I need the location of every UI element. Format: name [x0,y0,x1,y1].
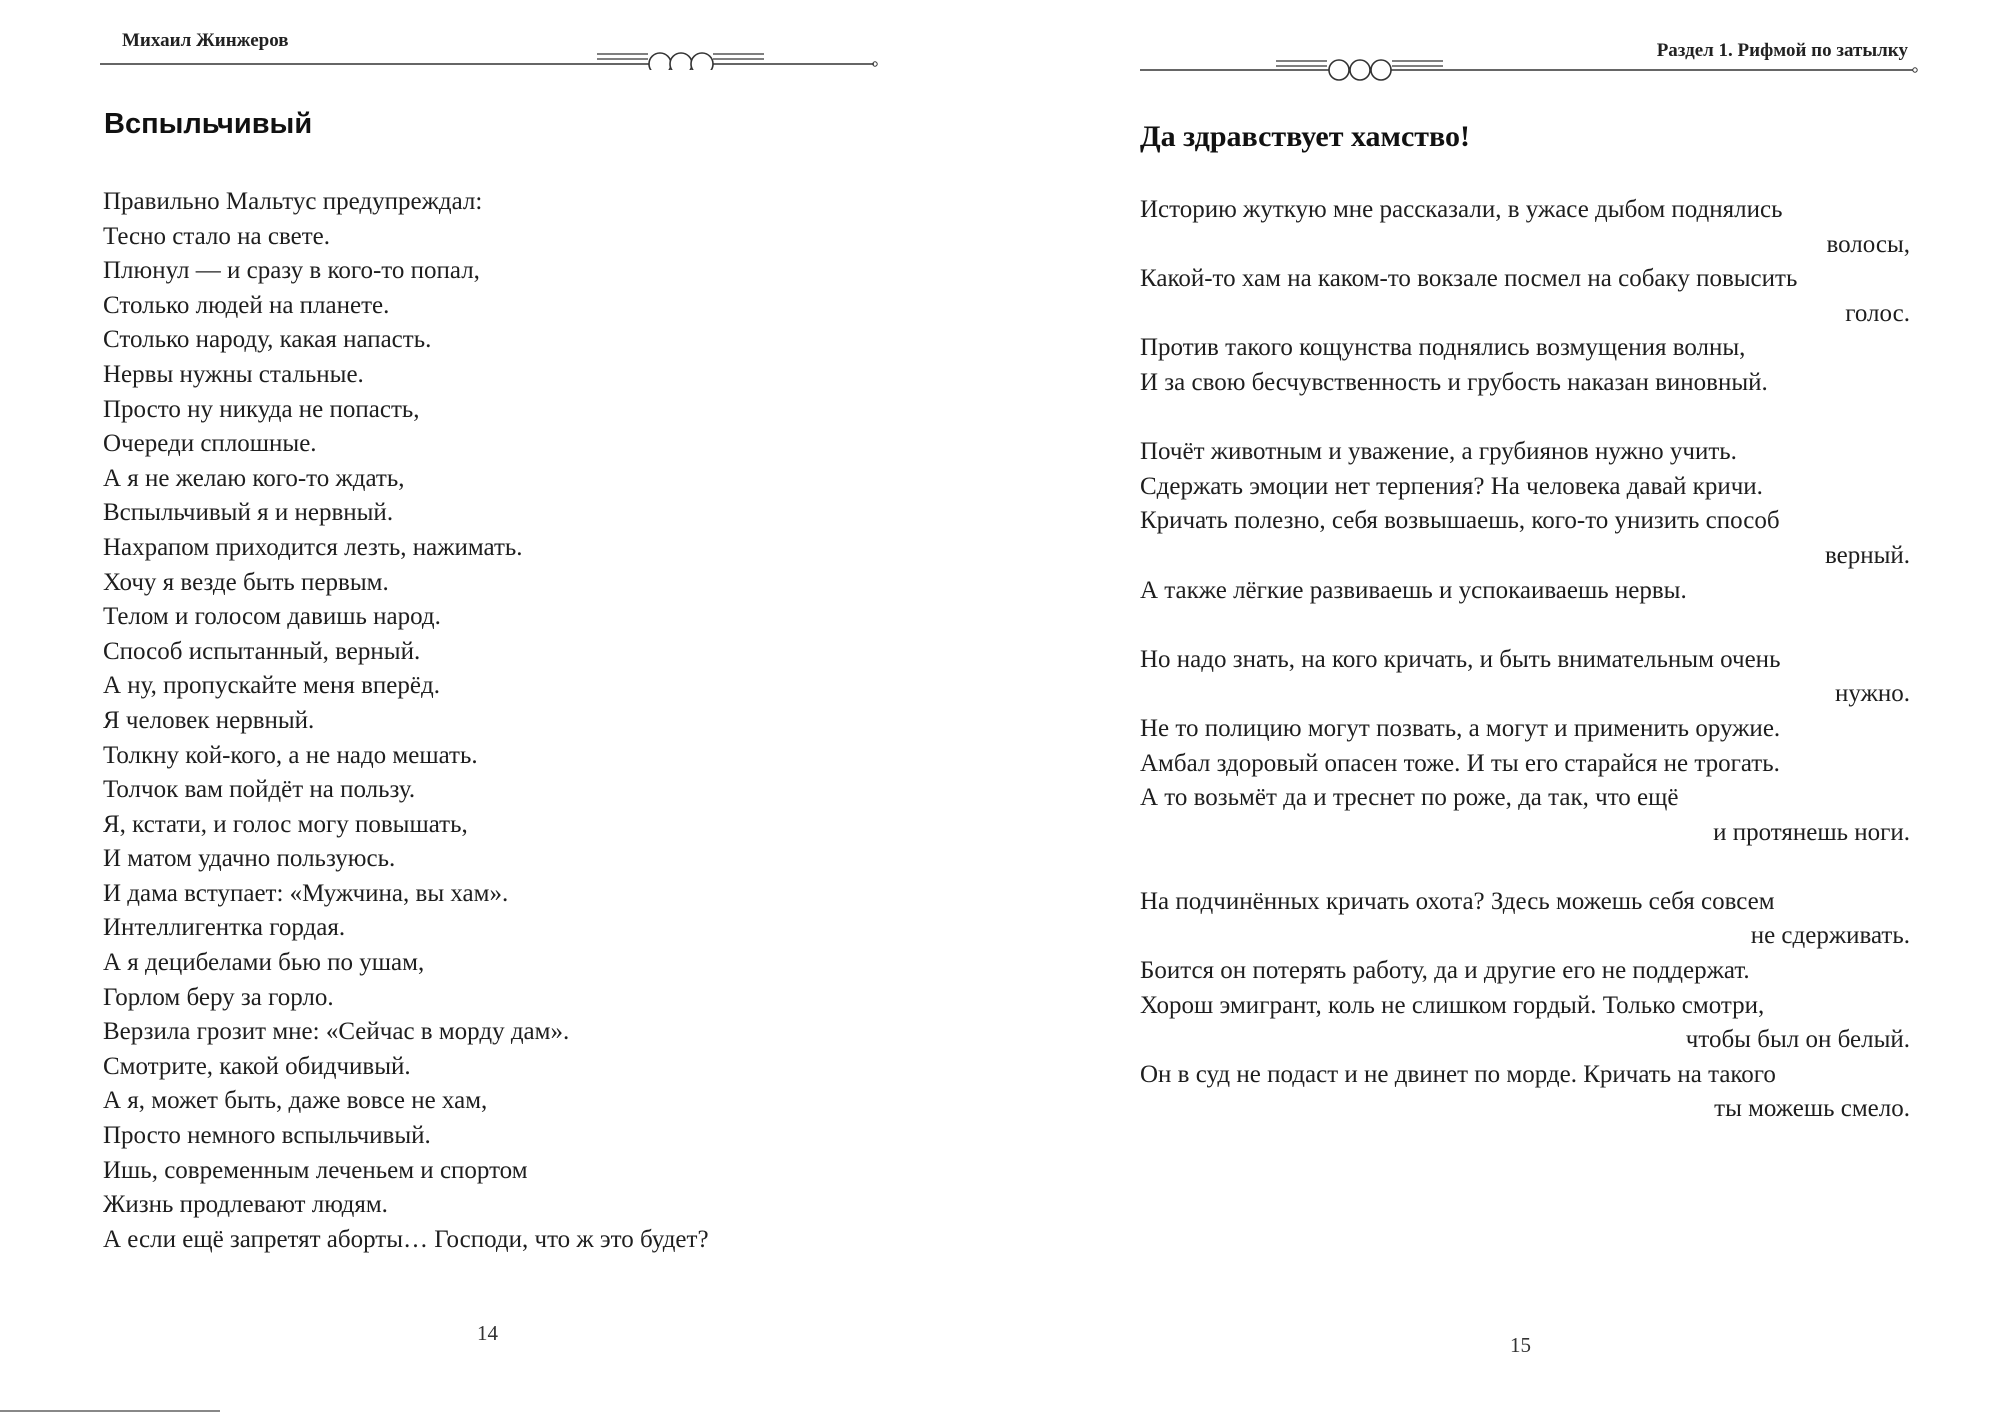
poem-line: И матом удачно пользуюсь. [103,845,396,873]
poem-line: Интеллигентка гордая. [103,914,346,942]
poem-line: Нервы нужны стальные. [103,360,364,388]
poem-line: Нахрапом приходится лезть, нажимать. [103,533,523,561]
poem-line-continuation: нужно. [1835,680,1910,708]
poem-line: А то возьмёт да и треснет по роже, да так, что ещё [1140,784,1679,812]
poem-line: Боится он потерять работу, да и другие его не поддержат. [1140,957,1750,985]
poem-line: Просто ну никуда не попасть, [103,395,420,423]
poem-line: Амбал здоровый опасен тоже. И ты его старайся не трогать. [1140,749,1780,777]
poem-line: Горлом беру за горло. [103,983,334,1011]
poem-line-continuation: ты можешь смело. [1714,1095,1910,1123]
poem-title: Да здравствует хамство! [1140,120,1471,153]
poem-line: А я децибелами бью по ушам, [103,949,425,977]
poem-line: И дама вступает: «Мужчина, вы хам». [103,879,509,907]
poem-line-continuation: не сдерживать. [1750,922,1910,950]
poem-line-continuation: голос. [1845,299,1910,327]
poem-line: Не то полицию могут позвать, а могут и применить оружие. [1140,714,1781,742]
poem-line: А я не желаю кого-то ждать, [103,464,405,492]
header-ornament-rule [1140,58,1920,82]
poem-line: Ишь, современным леченьем и спортом [103,1156,528,1184]
poem-line-continuation: верный. [1824,541,1910,569]
poem-line-continuation: чтобы был он белый. [1685,1026,1910,1054]
poem-line: Какой-то хам на каком-то вокзале посмел на собаку повысить [1140,265,1798,293]
poem-line: Хорош эмигрант, коль не слишком гордый. Только смотри, [1140,991,1765,1019]
poem-line: Я человек нервный. [103,706,315,734]
poem-line: Верзила грозит мне: «Сейчас в морду дам». [103,1018,570,1046]
stanza [1140,193,1910,401]
poem-line: А также лёгкие развиваешь и успокаиваешь нервы. [1140,576,1687,604]
poem-line: Почёт животным и уважение, а грубиянов нужно учить. [1140,438,1737,466]
running-head-author: Михаил Жинжеров [122,30,289,51]
poem-line: Жизнь продлевают людям. [103,1191,388,1219]
poem-line: А я, может быть, даже вовсе не хам, [103,1087,488,1115]
poem-line: Я, кстати, и голос могу повышать, [103,810,468,838]
page-number: 14 [477,1321,498,1345]
poem-line: Против такого кощунства поднялись возмущения волны, [1140,334,1746,362]
scan-edge-line [0,1410,220,1412]
poem-line: Толчок вам пойдёт на пользу. [103,776,416,804]
poem-line-continuation: и протянешь ноги. [1713,818,1910,846]
poem-line: Хочу я везде быть первым. [103,568,389,596]
poem-title: Вспыльчивый [104,108,313,140]
poem-line: Он в суд не подаст и не двинет по морде. Кричать на такого [1140,1060,1776,1088]
stanza [1140,885,1910,1127]
header-ornament-rule [100,46,880,70]
poem-line: Вспыльчивый я и нервный. [103,499,394,527]
poem-line: Просто немного вспыльчивый. [103,1122,431,1150]
poem-line: И за свою бесчувственность и грубость наказан виновный. [1140,368,1768,396]
poem-line: Способ испытанный, верный. [103,637,421,665]
poem-line: На подчинённых кричать охота? Здесь можешь себя совсем [1140,887,1775,915]
poem-line: Толкну кой-кого, а не надо мешать. [103,741,478,769]
poem-line: А если ещё запретят аборты… Господи, что ж это будет? [103,1225,709,1253]
running-head-section: Раздел 1. Рифмой по затылку [1656,40,1908,61]
poem-line: Телом и голосом давишь народ. [103,603,441,631]
poem-line: Сдержать эмоции нет терпения? На человека давай кричи. [1140,472,1763,500]
poem-line: Тесно стало на свете. [103,222,330,250]
stanza [1140,435,1910,608]
poem-line: Но надо знать, на кого кричать, и быть внимательным очень [1140,645,1781,673]
page-number: 15 [1510,1333,1531,1357]
poem-body [103,185,709,1257]
poem-line: Правильно Мальтус предупреждал: [103,188,483,215]
poem-line: Столько народу, какая напасть. [103,326,432,354]
right-page [1000,0,2000,1415]
poem-line: Очереди сплошные. [103,430,317,458]
stanza [1140,643,1910,851]
poem-line: Смотрите, какой обидчивый. [103,1052,411,1080]
poem-line: А ну, пропускайте меня вперёд. [103,672,440,700]
poem-line: Кричать полезно, себя возвышаешь, кого-то унизить способ [1140,507,1780,535]
poem-line: Плюнул — и сразу в кого-то попал, [103,257,480,285]
poem-line-continuation: волосы, [1826,230,1910,258]
poem-line: Столько людей на планете. [103,291,390,319]
poem-line: Историю жуткую мне рассказали, в ужасе дыбом поднялись [1140,196,1783,223]
poem-body [1140,193,1910,1162]
